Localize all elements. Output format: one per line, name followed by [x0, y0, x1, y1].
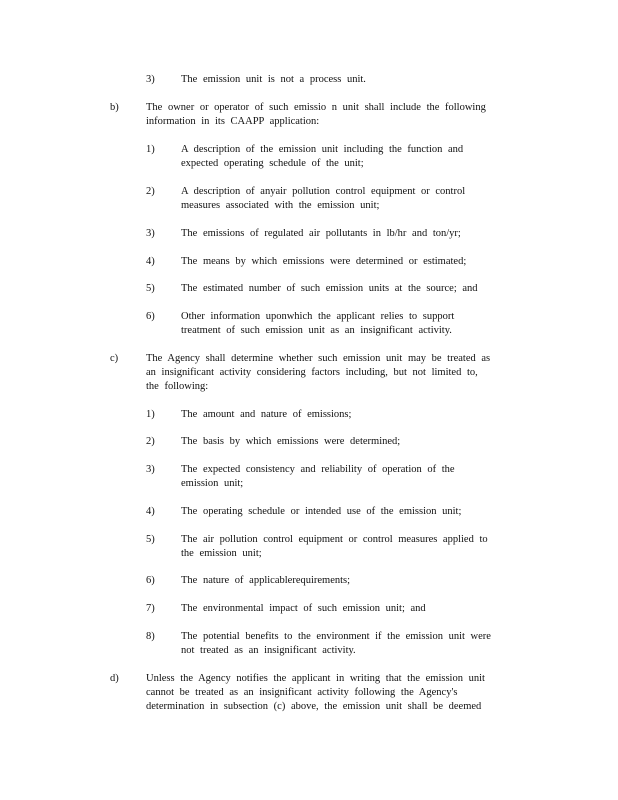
item-label: 6) [146, 311, 155, 322]
section-c-text: The Agency shall determine whether such emission unit may be treated as [146, 353, 491, 364]
item-label: 3) [146, 464, 155, 475]
section-d-text: cannot be treated as an insignificant activity following the Agency's [146, 687, 458, 698]
section-d-label: d) [110, 673, 119, 684]
section-c-text: an insignificant activity considering factors including, but not limited to, [146, 367, 478, 378]
item-text: Other information uponwhich the applicant relies to support [181, 311, 455, 322]
item-label: 4) [146, 256, 155, 267]
section-b-text: information in its CAAPP application: [146, 116, 320, 127]
item-text: The emissions of regulated air pollutants in lb/hr and ton/yr; [181, 228, 461, 239]
item-text: The potential benefits to the environment if the emission unit were [181, 631, 491, 642]
item-text: The means by which emissions were determined or estimated; [181, 256, 467, 267]
item-label: 1) [146, 409, 155, 420]
item-text: The air pollution control equipment or control measures applied to [181, 534, 488, 545]
item-label: 3) [146, 74, 155, 85]
item-label: 8) [146, 631, 155, 642]
item-label: 7) [146, 603, 155, 614]
item-text: the emission unit; [181, 548, 262, 559]
item-text: The nature of applicablerequirements; [181, 575, 351, 586]
item-text: The expected consistency and reliability of operation of the [181, 464, 455, 475]
item-text: The operating schedule or intended use of the emission unit; [181, 506, 462, 517]
item-text: The basis by which emissions were determined; [181, 436, 401, 447]
item-label: 2) [146, 186, 155, 197]
item-text: emission unit; [181, 478, 244, 489]
item-label: 2) [146, 436, 155, 447]
item-text: measures associated with the emission unit; [181, 200, 380, 211]
item-text: not treated as an insignificant activity. [181, 645, 356, 656]
item-text: expected operating schedule of the unit; [181, 158, 364, 169]
section-d-text: determination in subsection (c) above, the emission unit shall be deemed [146, 701, 482, 712]
item-label: 4) [146, 506, 155, 517]
section-b-text: The owner or operator of such emissio n unit shall include the following [146, 102, 486, 113]
section-d-text: Unless the Agency notifies the applicant in writing that the emission unit [146, 673, 485, 684]
item-label: 1) [146, 144, 155, 155]
item-text: The estimated number of such emission units at the source; and [181, 283, 478, 294]
item-text: The environmental impact of such emission unit; and [181, 603, 426, 614]
section-c-label: c) [110, 353, 119, 364]
section-b-label: b) [110, 102, 119, 113]
item-label: 5) [146, 534, 155, 545]
item-label: 5) [146, 283, 155, 294]
item-text: A description of the emission unit including the function and [181, 144, 464, 155]
item-label: 6) [146, 575, 155, 586]
item-label: 3) [146, 228, 155, 239]
section-c-text: the following: [146, 381, 209, 392]
item-text: treatment of such emission unit as an insignificant activity. [181, 325, 452, 336]
item-text: The amount and nature of emissions; [181, 409, 352, 420]
item-text: A description of anyair pollution control equipment or control [181, 186, 466, 197]
item-text: The emission unit is not a process unit. [181, 74, 366, 85]
